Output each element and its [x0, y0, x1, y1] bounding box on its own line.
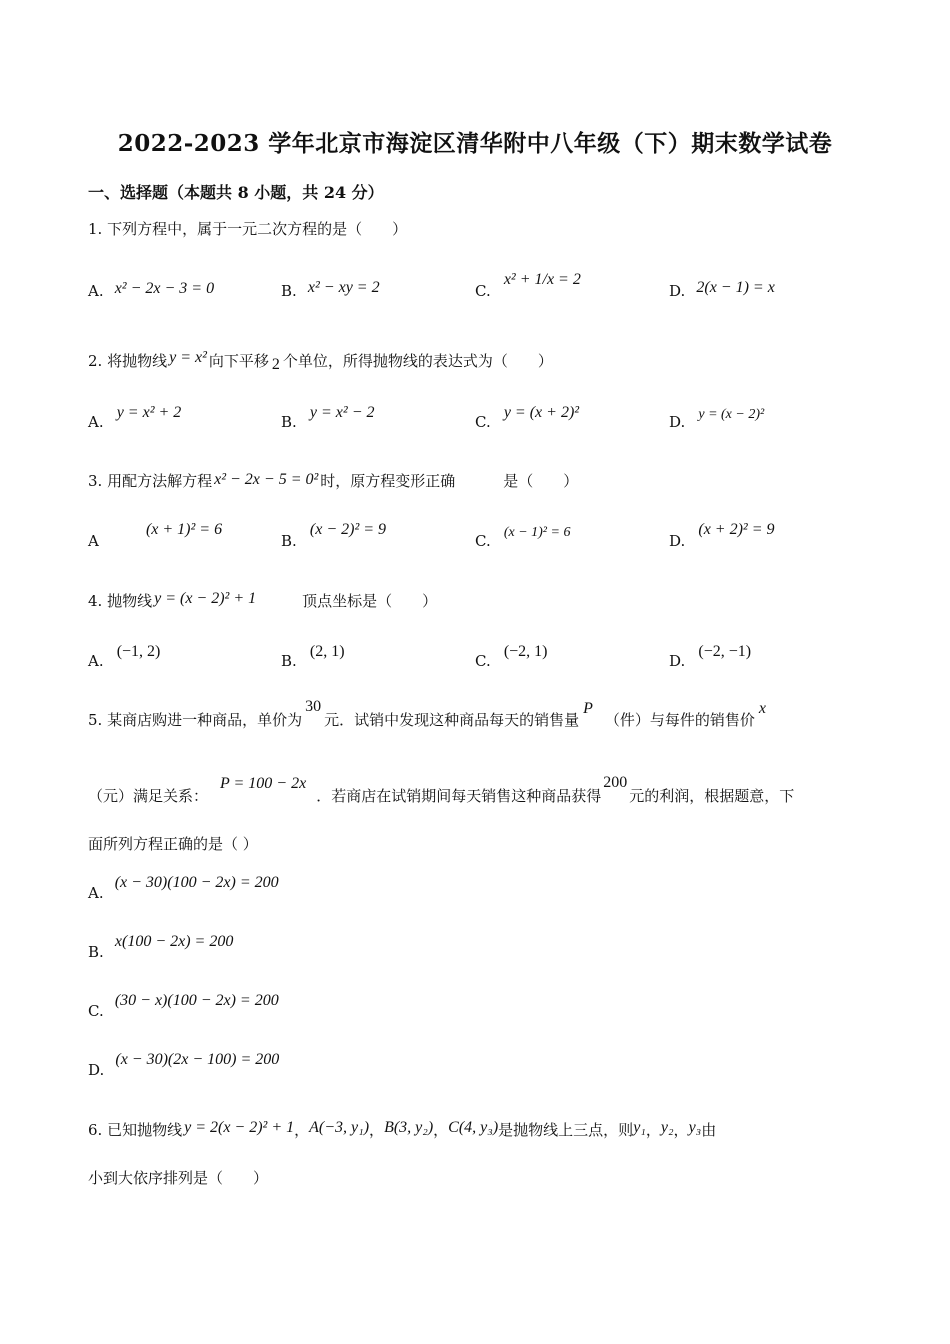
- option-label: D.: [669, 282, 686, 300]
- stem-text: 时，原方程变形正确: [320, 472, 456, 490]
- q5-option-a: [88, 874, 279, 902]
- question-4-stem: [88, 590, 438, 610]
- point-c: C(4, y₃): [448, 1119, 499, 1136]
- q1-option-b: [281, 279, 380, 300]
- q2-option-c: [475, 404, 580, 431]
- stem-expression: y = 2(x − 2)² + 1: [184, 1119, 295, 1136]
- stem-text: ．若商店在试销期间每天销售这种商品获得: [316, 787, 602, 805]
- stem-text: 6. 已知抛物线: [88, 1121, 183, 1139]
- stem-text: （元）满足关系：: [88, 787, 209, 805]
- question-5-line-2: [88, 774, 795, 805]
- option-expression: (−1, 2): [116, 643, 161, 660]
- option-expression: (30 − x)(100 − 2x) = 200: [114, 992, 279, 1009]
- question-2-stem: [88, 349, 553, 373]
- q2-option-b: [281, 404, 375, 431]
- stem-text: （件）与每件的销售价: [604, 711, 755, 729]
- option-expression: (x − 1)² = 6: [503, 525, 571, 540]
- separator: ，: [433, 1121, 449, 1139]
- option-label: D.: [88, 1061, 105, 1079]
- q3-option-c: [475, 525, 571, 550]
- y1-variable: y₁: [633, 1119, 646, 1136]
- stem-number: 30: [305, 698, 322, 715]
- option-expression: (x + 2)² = 9: [698, 521, 775, 538]
- section-heading: 一、选择题（本题共 8 小题，共 24 分）: [88, 183, 384, 202]
- q5-option-b: [88, 933, 234, 961]
- stem-text: 向下平移: [208, 352, 269, 370]
- stem-text: 个单位，所得抛物线的表达式为（ ）: [282, 352, 553, 370]
- option-label: A.: [88, 413, 104, 431]
- q4-option-c: [475, 643, 548, 670]
- option-label: B.: [281, 532, 297, 550]
- option-expression: (x − 2)² = 9: [309, 521, 387, 538]
- q5-option-c: [88, 992, 279, 1020]
- option-expression: x(100 − 2x) = 200: [114, 933, 234, 950]
- question-6-line-2: 小到大依序排列是（ ）: [88, 1169, 269, 1187]
- q4-option-b: [281, 643, 345, 670]
- stem-variable: P: [583, 700, 593, 717]
- option-label: C.: [475, 652, 491, 670]
- option-label: A.: [88, 282, 104, 300]
- option-label: B.: [88, 943, 104, 961]
- option-expression: y = (x + 2)²: [503, 404, 580, 421]
- option-expression: (x + 1)² = 6: [145, 521, 223, 538]
- option-expression: (−2, 1): [503, 643, 548, 660]
- stem-expression: y = (x − 2)² + 1: [154, 590, 257, 607]
- option-label: D.: [669, 532, 686, 550]
- stem-text: 是抛物线上三点，则: [498, 1121, 634, 1139]
- question-5-line-1: [88, 698, 767, 729]
- q5-option-d: [88, 1051, 280, 1079]
- stem-text: 元．试销中发现这种商品每天的销售量: [324, 711, 580, 729]
- separator: ，: [294, 1121, 310, 1139]
- stem-variable: x: [758, 700, 767, 717]
- question-1-stem: 1. 下列方程中，属于一元二次方程的是（ ）: [88, 220, 408, 238]
- y3-variable: y₃: [688, 1119, 702, 1136]
- option-label: B.: [281, 652, 297, 670]
- q4-option-d: [669, 643, 752, 670]
- option-expression: (−2, −1): [698, 643, 752, 660]
- option-label: B.: [281, 282, 297, 300]
- stem-text: 由: [701, 1121, 717, 1139]
- option-expression: (x − 30)(2x − 100) = 200: [115, 1051, 280, 1068]
- q3-option-b: [281, 521, 387, 550]
- option-expression: (x − 30)(100 − 2x) = 200: [114, 874, 279, 891]
- option-label: A.: [88, 884, 104, 902]
- separator: ，: [645, 1121, 661, 1139]
- q4-option-a: [88, 643, 161, 670]
- q3-option-a: [88, 521, 223, 550]
- stem-number: 2: [271, 356, 280, 373]
- option-expression: (2, 1): [309, 643, 345, 660]
- option-expression: x² − 2x − 3 = 0: [114, 280, 215, 297]
- q3-option-d: [669, 521, 775, 550]
- option-label: C.: [475, 282, 491, 300]
- point-b: B(3, y₂): [384, 1119, 434, 1136]
- point-a: A(−3, y₁): [309, 1119, 370, 1136]
- option-label: C.: [88, 1002, 104, 1020]
- option-expression: x² + 1/x = 2: [503, 271, 581, 288]
- option-expression: 2(x − 1) = x: [696, 279, 775, 296]
- stem-text: 元的利润，根据题意，下: [629, 787, 795, 805]
- separator: ，: [673, 1121, 689, 1139]
- stem-text: 2. 将抛物线: [88, 352, 168, 370]
- stem-text: 4. 抛物线: [88, 592, 153, 610]
- option-expression: x² − xy = 2: [307, 279, 380, 296]
- stem-text: 顶点坐标是（ ）: [302, 592, 438, 610]
- stem-text: 3. 用配方法解方程: [88, 472, 213, 490]
- option-label: D.: [669, 652, 686, 670]
- q2-option-d: [669, 407, 765, 431]
- q1-option-c: [475, 271, 581, 300]
- stem-expression: x² − 2x − 5 = 0²: [214, 471, 319, 488]
- y2-variable: y₂: [660, 1119, 674, 1136]
- option-label: C.: [475, 532, 491, 550]
- stem-text: 5. 某商店购进一种商品，单价为: [88, 711, 303, 729]
- question-5-line-3: 面所列方程正确的是（ ）: [88, 835, 258, 853]
- option-label: B.: [281, 413, 297, 431]
- q1-option-a: [88, 280, 215, 300]
- option-expression: y = (x − 2)²: [698, 407, 765, 422]
- option-label: D.: [669, 413, 686, 431]
- stem-expression: P = 100 − 2x: [220, 775, 307, 792]
- separator: ，: [369, 1121, 385, 1139]
- question-6-line-1: [88, 1119, 717, 1139]
- question-3-stem: [88, 471, 579, 490]
- exam-title: 2022-2023 学年北京市海淀区清华附中八年级（下）期末数学试卷: [117, 130, 833, 157]
- option-expression: y = x² − 2: [309, 404, 375, 421]
- option-label: C.: [475, 413, 491, 431]
- option-label: A: [88, 532, 99, 550]
- option-expression: y = x² + 2: [116, 404, 182, 421]
- q2-option-a: [88, 404, 182, 431]
- stem-text: 是（ ）: [503, 472, 579, 490]
- q1-option-d: [669, 279, 775, 300]
- stem-expression: y = x²: [169, 349, 207, 366]
- option-label: A.: [88, 652, 104, 670]
- stem-number: 200: [603, 774, 628, 791]
